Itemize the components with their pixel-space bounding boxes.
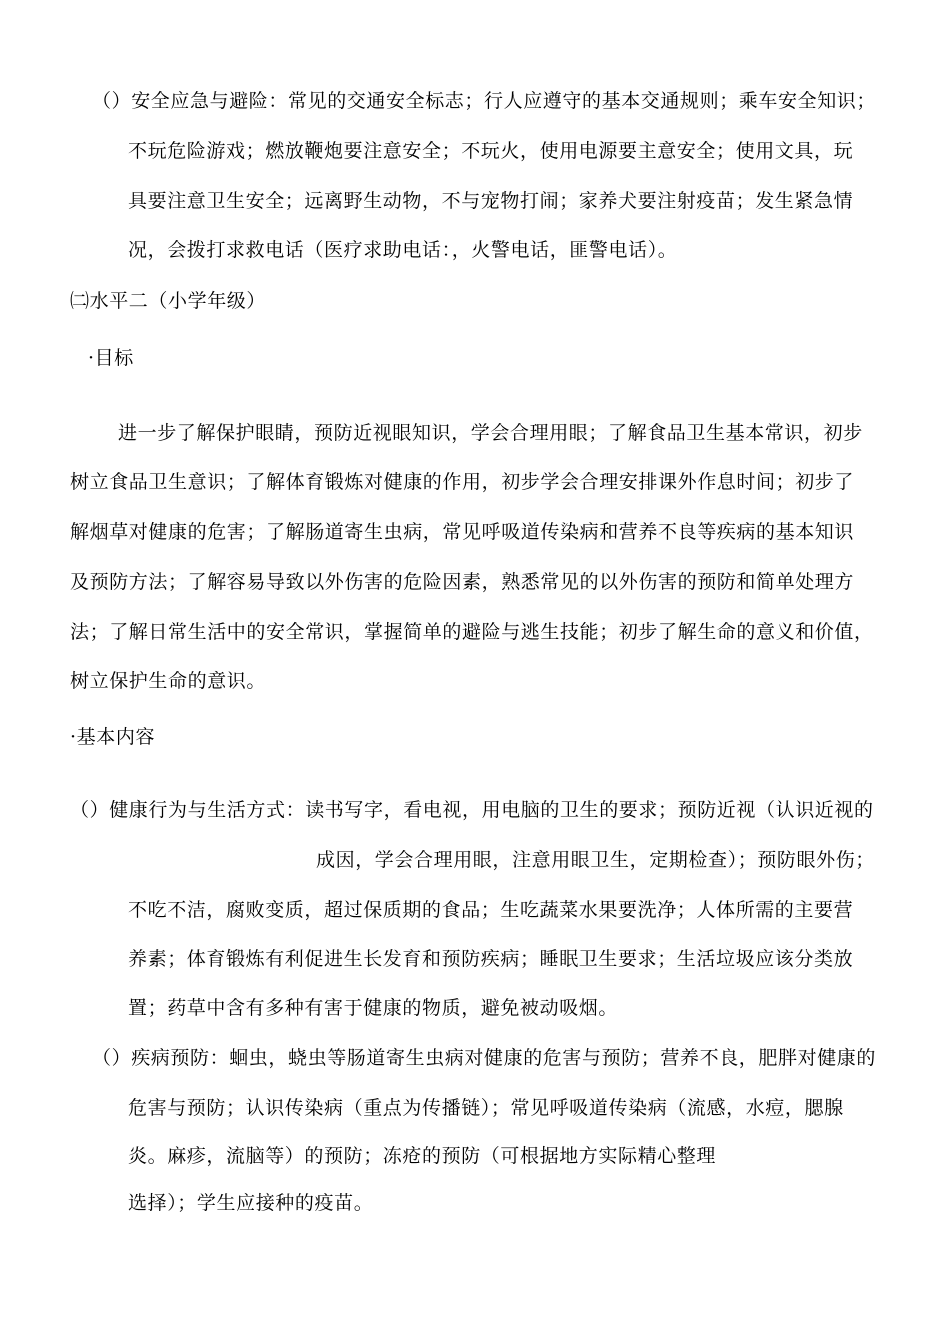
health-line-4: 养素；体育锻炼有利促进生长发育和预防疾病；睡眠卫生要求；生活垃圾应该分类放 [128,948,854,970]
health-line-5: 置；药草中含有多种有害于健康的物质，避免被动吸烟。 [128,997,619,1019]
disease-line-4: 选择）；学生应接种的疫苗。 [128,1192,374,1214]
goal-heading: ·目标 [88,347,134,369]
goal-line-4: 及预防方法；了解容易导致以外伤害的危险因素，熟悉常见的以外伤害的预防和简单处理方 [70,571,855,593]
health-line-2: 成因，学会合理用眼，注意用眼卫生，定期检查）；预防眼外伤； [316,849,875,871]
goal-line-5: 法；了解日常生活中的安全常识，掌握简单的避险与逃生技能；初步了解生命的意义和价值， [70,621,874,643]
safety-line-2: 不玩危险游戏；燃放鞭炮要注意安全；不玩火，使用电源要主意安全；使用文具，玩 [128,140,854,162]
goal-line-6: 树立保护生命的意识。 [70,670,267,692]
content-heading: ·基本内容 [70,726,156,748]
safety-line-1: （）安全应急与避险：常见的交通安全标志；行人应遵守的基本交通规则；乘车安全知识； [92,90,877,112]
disease-line-1: （）疾病预防：蛔虫，蛲虫等肠道寄生虫病对健康的危害与预防；营养不良，肥胖对健康的 [92,1047,877,1069]
disease-line-2: 危害与预防；认识传染病（重点为传播链）；常见呼吸道传染病（流感，水痘，腮腺 [128,1097,844,1119]
health-line-3: 不吃不洁，腐败变质，超过保质期的食品；生吃蔬菜水果要洗净；人体所需的主要营 [128,899,854,921]
safety-line-3: 具要注意卫生安全；远离野生动物，不与宠物打闹；家养犬要注射疫苗；发生紧急情 [128,190,854,212]
level-heading: ㈡水平二（小学年级） [70,290,267,312]
disease-line-3: 炎。麻疹，流脑等）的预防；冻疮的预防（可根据地方实际精心整理 [128,1145,717,1167]
health-line-1: （）健康行为与生活方式：读书写字，看电视，用电脑的卫生的要求；预防近视（认识近视的 [70,799,874,821]
goal-line-3: 解烟草对健康的危害；了解肠道寄生虫病，常见呼吸道传染病和营养不良等疾病的基本知识 [70,521,855,543]
goal-line-2: 树立食品卫生意识；了解体育锻炼对健康的作用，初步学会合理安排课外作息时间；初步了 [70,471,855,493]
safety-line-4: 况，会拨打求救电话（医疗求助电话：，火警电话，匪警电话）。 [128,239,678,261]
goal-line-1: 进一步了解保护眼睛，预防近视眼知识，学会合理用眼；了解食品卫生基本常识，初步 [118,422,863,444]
